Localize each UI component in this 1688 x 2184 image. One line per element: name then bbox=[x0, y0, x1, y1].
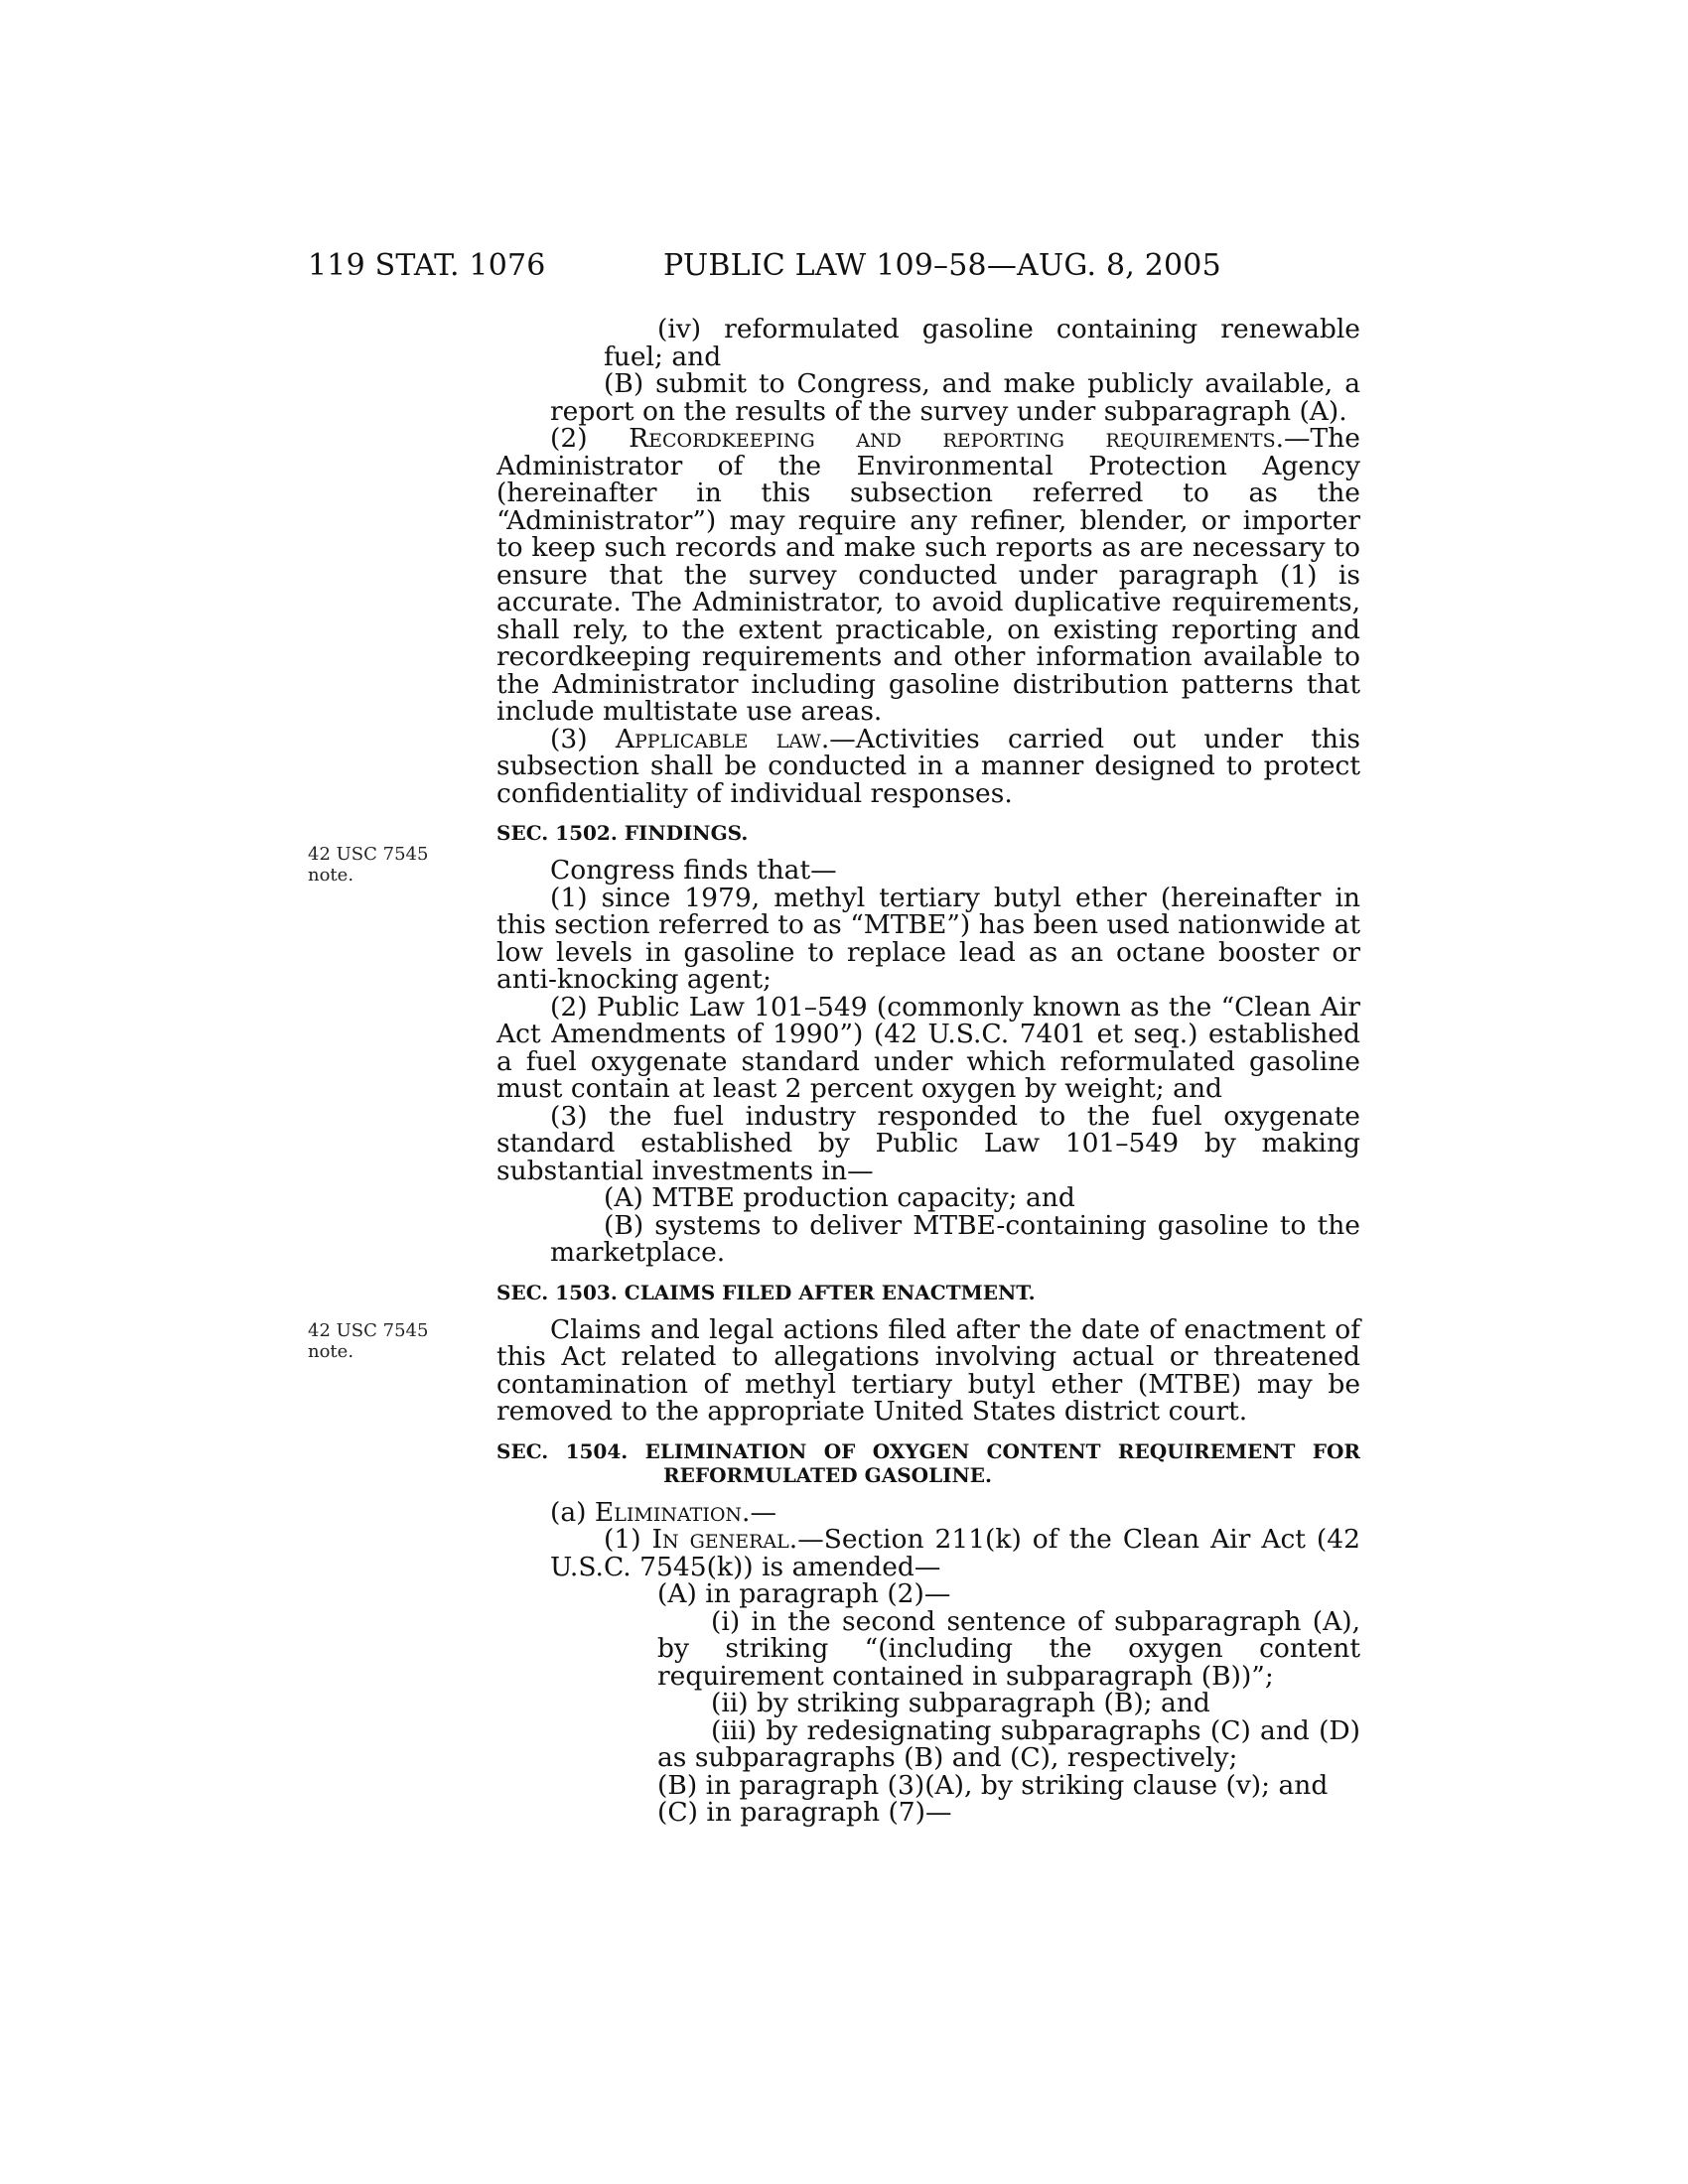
amendment-a-iii: (iii) by redesignating subparagraphs (C) and (D) as subparagraphs (B) and (C), respectively; bbox=[657, 1714, 1360, 1773]
subsection-a-heading: Elimination. bbox=[594, 1496, 751, 1528]
paragraph-2 bbox=[496, 425, 1360, 726]
paragraph-3 bbox=[496, 723, 1360, 809]
finding-2: (2) Public Law 101–549 (commonly known as the “Clean Air Act Amendments of 1990”) (42 U.S.C. 7401 et seq.) established a fuel oxygenate standard under which reformulated gasoline must contain at least 2 percent oxygen by weight; and bbox=[496, 991, 1360, 1104]
paragraph-1-number: (1) bbox=[604, 1524, 641, 1555]
amendment-c: (C) in paragraph (7)— bbox=[657, 1797, 952, 1828]
paragraph-1-heading: In general. bbox=[651, 1524, 798, 1555]
paragraph-3-heading: Applicable law. bbox=[615, 723, 830, 754]
amendment-a-ii: (ii) by striking subparagraph (B); and bbox=[711, 1688, 1210, 1718]
paragraph-2-heading: Recordkeeping and reporting requirements. bbox=[629, 423, 1285, 454]
running-header: PUBLIC LAW 109–58—AUG. 8, 2005 bbox=[663, 248, 1221, 283]
subparagraph-b: (B) submit to Congress, and make publicly available, a report on the results of the survey under subparagraph (A). bbox=[550, 368, 1360, 427]
section-1504-heading: SEC. 1504. ELIMINATION OF OXYGEN CONTENT REQUIREMENT FOR REFORMULATED GASOLINE. bbox=[496, 1438, 1360, 1487]
amendment-a: (A) in paragraph (2)— bbox=[657, 1578, 951, 1609]
subsection-a-dash: — bbox=[750, 1496, 776, 1528]
subsection-a bbox=[496, 1496, 1360, 1528]
paragraph-2-text: —The Administrator of the Environmental Protection Agency (hereinafter in this subsection referred to as the “Administrator”) may require any refiner, blender, or importer to keep such records and make such reports as are necessary to ensure that the survey conducted under paragraph (1) is accurate. The Administrator, to avoid duplicative requirements, shall rely, to the extent practicable, on existing reporting and recordkeeping requirements and other information available to the Administrator including gasoline distribution patterns that include multistate use areas. bbox=[496, 423, 1360, 727]
section-1502-heading: SEC. 1502. FINDINGS. bbox=[496, 821, 749, 845]
amendment-b: (B) in paragraph (3)(A), by striking clause (v); and bbox=[657, 1769, 1329, 1801]
statute-page-number: 119 STAT. 1076 bbox=[308, 248, 546, 283]
margin-note-sec1503: 42 USC 7545 note. bbox=[308, 1320, 429, 1362]
paragraph-2-number: (2) bbox=[550, 423, 588, 454]
section-1503-body: Claims and legal actions filed after the date of enactment of this Act related to allegations involving actual or threatened contamination of methyl tertiary butyl ether (MTBE) may be removed to the appropriate United States district court. bbox=[496, 1313, 1360, 1427]
clause-iv: (iv) reformulated gasoline containing renewable fuel; and bbox=[604, 314, 1360, 372]
finding-3-b: (B) systems to deliver MTBE-containing gasoline to the marketplace. bbox=[550, 1209, 1360, 1268]
margin-note-sec1502: 42 USC 7545 note. bbox=[308, 844, 429, 886]
finding-3-a: (A) MTBE production capacity; and bbox=[604, 1182, 1075, 1213]
paragraph-1-text: —Section 211(k) of the Clean Air Act (42 U.S.C. 7545(k)) is amended— bbox=[550, 1524, 1360, 1582]
finding-3: (3) the fuel industry responded to the fuel oxygenate standard established by Public Law 101–549 by making substantial investments in— bbox=[496, 1100, 1360, 1186]
finding-1: (1) since 1979, methyl tertiary butyl ether (hereinafter in this section referred to as “MTBE”) has been used nationwide at low levels in gasoline to replace lead as an octane booster or anti-knocking agent; bbox=[496, 882, 1360, 995]
section-1503-heading: SEC. 1503. CLAIMS FILED AFTER ENACTMENT. bbox=[496, 1280, 1036, 1304]
section-1502-intro: Congress finds that— bbox=[550, 855, 837, 886]
main-text-column bbox=[496, 316, 1360, 1827]
subsection-a-paragraph-1 bbox=[496, 1526, 1360, 1580]
subsection-a-number: (a) bbox=[550, 1496, 587, 1528]
amendment-a-i: (i) in the second sentence of subparagraph (A), by striking “(including the oxygen content requirement contained in subparagraph (B))”; bbox=[657, 1605, 1360, 1692]
paragraph-3-number: (3) bbox=[550, 723, 588, 754]
paragraph-3-text: —Activities carried out under this subsection shall be conducted in a manner designed to protect confidentiality of individual responses. bbox=[496, 723, 1360, 809]
